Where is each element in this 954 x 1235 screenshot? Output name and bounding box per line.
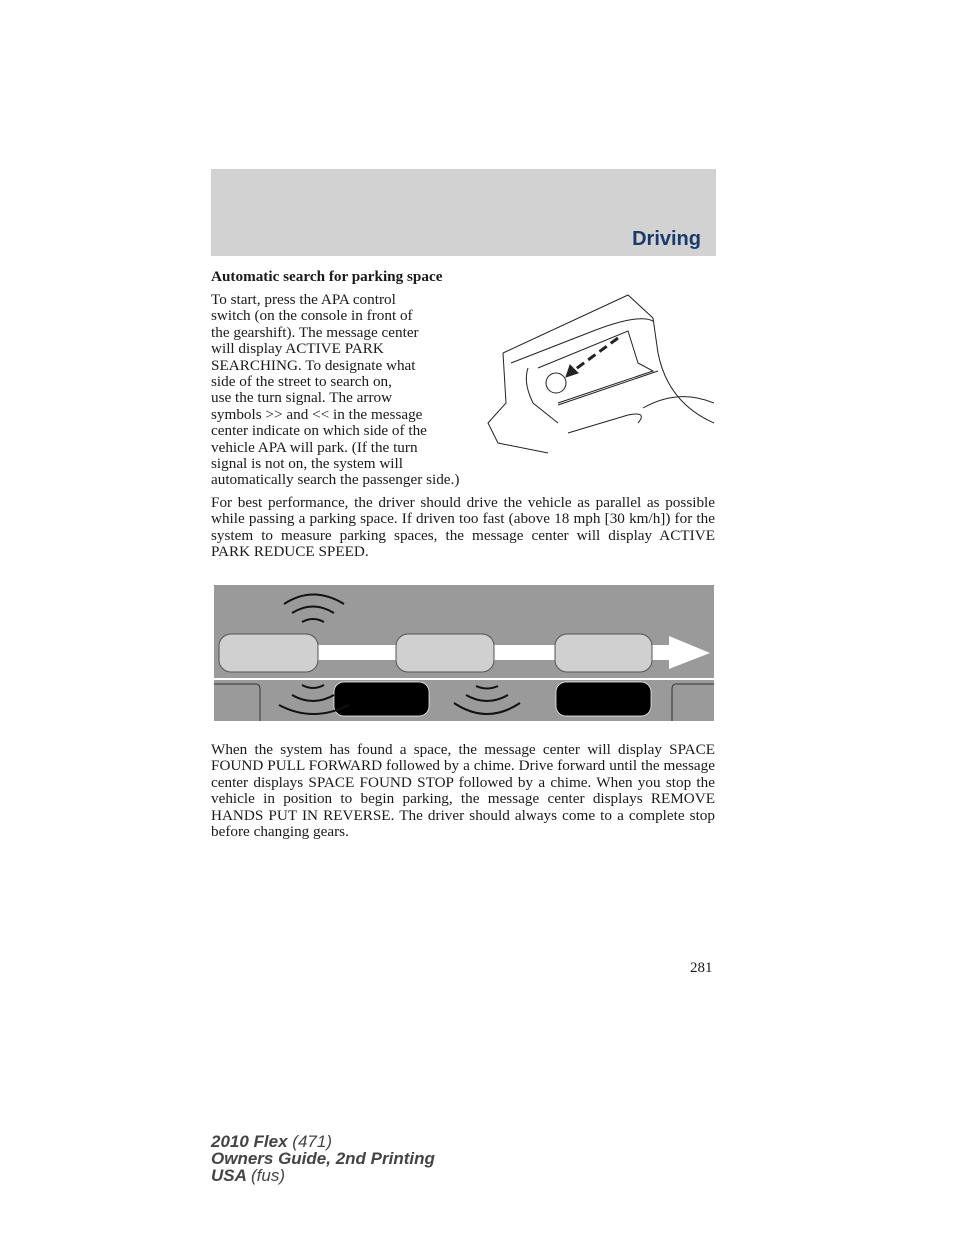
intro-paragraph — [211, 292, 459, 489]
line: switch (on the console in front of — [211, 307, 413, 325]
line: will display ACTIVE PARK — [211, 340, 384, 358]
footer-guide: Owners Guide, 2nd Printing — [211, 1149, 435, 1168]
footer-market-code: (fus) — [251, 1166, 285, 1185]
car-moving — [219, 634, 318, 672]
car-parked — [334, 682, 429, 716]
parking-search-diagram — [214, 585, 714, 721]
car-moving — [555, 634, 652, 672]
line: the gearshift). The message center — [211, 323, 419, 341]
line: To start, press the APA control — [211, 291, 396, 308]
car-moving — [396, 634, 494, 672]
space-found-paragraph: When the system has found a space, the message center will display SPACE FOUND PULL FORWARD followed by a chime. Drive forward until the message center displays SPACE FOUND STOP followed by a chime. When you stop the vehicle in position to begin parking, the message center displays REMOVE HANDS PUT IN REVERSE. The driver should always come to a complete stop before changing gears. — [211, 741, 715, 841]
subsection-heading: Automatic search for parking space — [211, 268, 443, 285]
page-number: 281 — [690, 960, 713, 976]
footer-model: 2010 Flex — [211, 1132, 288, 1151]
line: automatically search the passenger side.) — [211, 471, 460, 489]
footer-market: USA — [211, 1166, 247, 1185]
line: signal is not on, the system will — [211, 455, 403, 473]
apa-switch-illustration — [478, 293, 714, 457]
line: SEARCHING. To designate what — [211, 356, 416, 374]
line: vehicle APA will park. (If the turn — [211, 438, 418, 456]
performance-paragraph: For best performance, the driver should drive the vehicle as parallel as possible while passing a parking space. If driven too fast (above 18 mph [30 km/h]) for the system to measure parking spaces, the message center will display ACTIVE PARK REDUCE SPEED. — [211, 494, 715, 561]
footer-code: (471) — [292, 1132, 332, 1151]
section-header — [211, 169, 716, 256]
line: use the turn signal. The arrow — [211, 389, 393, 407]
footer — [211, 1133, 435, 1184]
line: side of the street to search on, — [211, 373, 392, 391]
line: center indicate on which side of the — [211, 422, 427, 440]
section-title: Driving — [632, 228, 701, 250]
line: symbols >> and << in the message — [211, 405, 423, 423]
lane-line — [214, 678, 714, 680]
car-parked — [556, 682, 651, 716]
